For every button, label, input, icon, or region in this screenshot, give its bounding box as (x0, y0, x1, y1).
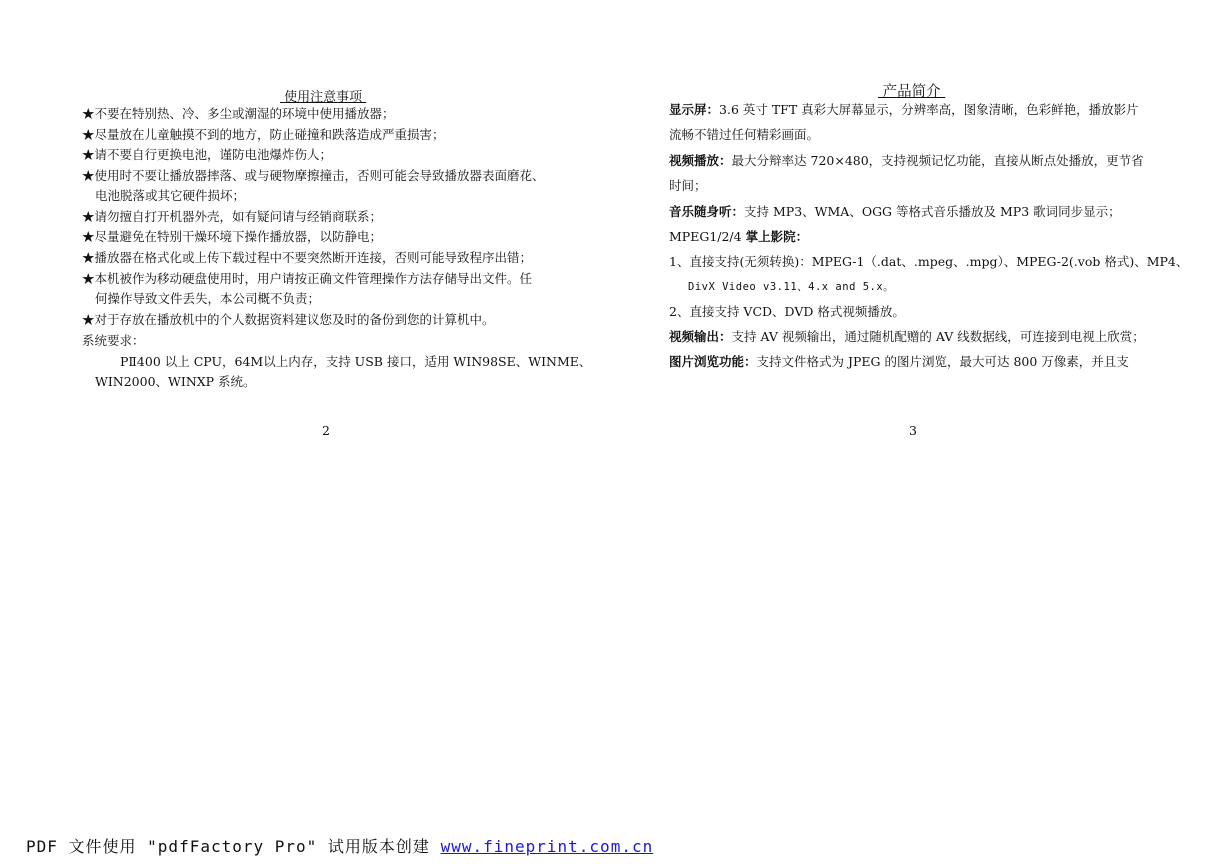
display-text-2: 流畅不错过任何精彩画面。 (669, 127, 820, 142)
video-text-2: 时间； (669, 178, 707, 193)
notice-line-8-cont: 何操作导致文件丢失，本公司概不负责； (95, 291, 321, 306)
footer-link[interactable]: www.fineprint.com.cn (440, 837, 654, 856)
music-label: 音乐随身听： (669, 204, 745, 219)
mpeg-heading (669, 231, 808, 244)
footer-text: PDF 文件使用 "pdfFactory Pro" 试用版本创建 (26, 837, 441, 856)
video-line-1 (669, 155, 1144, 168)
system-requirements-line-1: PⅡ400 以上 CPU，64M以上内存，支持 USB 接口，适用 WIN98SE、WINME、 (120, 354, 592, 369)
output-text: 支持 AV 视频输出，通过随机配赠的 AV 线数据线，可连接到电视上欣赏； (731, 329, 1145, 344)
left-page-title: 使用注意事项 (280, 90, 367, 105)
mpeg-label-bold: 掌上影院： (745, 229, 809, 244)
output-label: 视频输出： (669, 329, 732, 344)
video-label: 视频播放： (669, 153, 732, 168)
direct-support-2: 2、直接支持 VCD、DVD 格式视频播放。 (669, 304, 905, 319)
music-text: 支持 MP3、WMA、OGG 等格式音乐播放及 MP3 歌词同步显示； (744, 204, 1121, 219)
mpeg-label-plain: MPEG1/2/4 (669, 229, 746, 244)
notice-line-8: ★本机被作为移动硬盘使用时，用户请按正确文件管理操作方法存储导出文件。任 (82, 271, 533, 286)
output-line (669, 331, 1145, 344)
display-line-1 (669, 104, 1139, 117)
notice-line-1: ★不要在特别热、冷、多尘或潮湿的环境中使用播放器； (82, 106, 395, 121)
notice-line-9: ★对于存放在播放机中的个人数据资料建议您及时的备份到您的计算机中。 (82, 312, 495, 327)
music-line (669, 206, 1121, 219)
left-page-number: 2 (322, 423, 330, 438)
notice-line-6: ★尽量避免在特别干燥环境下操作播放器，以防静电； (82, 229, 383, 244)
picture-text: 支持文件格式为 JPEG 的图片浏览，最大可达 800 万像素，并且支 (756, 354, 1129, 369)
display-label: 显示屏： (669, 102, 720, 117)
direct-support-1: 1、直接支持(无须转换)：MPEG-1（.dat、.mpeg、.mpg）、MPEG-2(.vob 格式)、MP4、 (669, 254, 1189, 269)
notice-line-4: ★使用时不要让播放器摔落、或与硬物摩擦撞击，否则可能会导致播放器表面磨花、 (82, 168, 545, 183)
notice-line-2: ★尽量放在儿童触摸不到的地方，防止碰撞和跌落造成严重损害； (82, 127, 445, 142)
notice-line-5: ★请勿擅自打开机器外壳，如有疑问请与经销商联系； (82, 209, 383, 224)
picture-line (669, 356, 1129, 369)
system-requirements-line-2: WIN2000、WINXP 系统。 (95, 374, 256, 389)
display-text-1: 3.6 英寸 TFT 真彩大屏幕显示，分辨率高，图象清晰，色彩鲜艳，播放影片 (719, 102, 1139, 117)
notice-line-4-cont: 电池脱落或其它硬件损坏； (95, 188, 246, 203)
right-page-number: 3 (909, 423, 917, 438)
pdf-footer (26, 834, 653, 857)
picture-label: 图片浏览功能： (669, 354, 757, 369)
system-requirements-label: 系统要求： (82, 333, 145, 348)
notice-line-3: ★请不要自行更换电池，谨防电池爆炸伤人； (82, 147, 333, 162)
direct-support-1-cont: DivX Video v3.11、4.x and 5.x。 (688, 281, 895, 293)
notice-line-7: ★播放器在格式化或上传下载过程中不要突然断开连接，否则可能导致程序出错； (82, 250, 533, 265)
video-text-1: 最大分辩率达 720×480，支持视频记忆功能，直接从断点处播放，更节省 (731, 153, 1144, 168)
right-page-title: 产品简介 (878, 84, 946, 100)
